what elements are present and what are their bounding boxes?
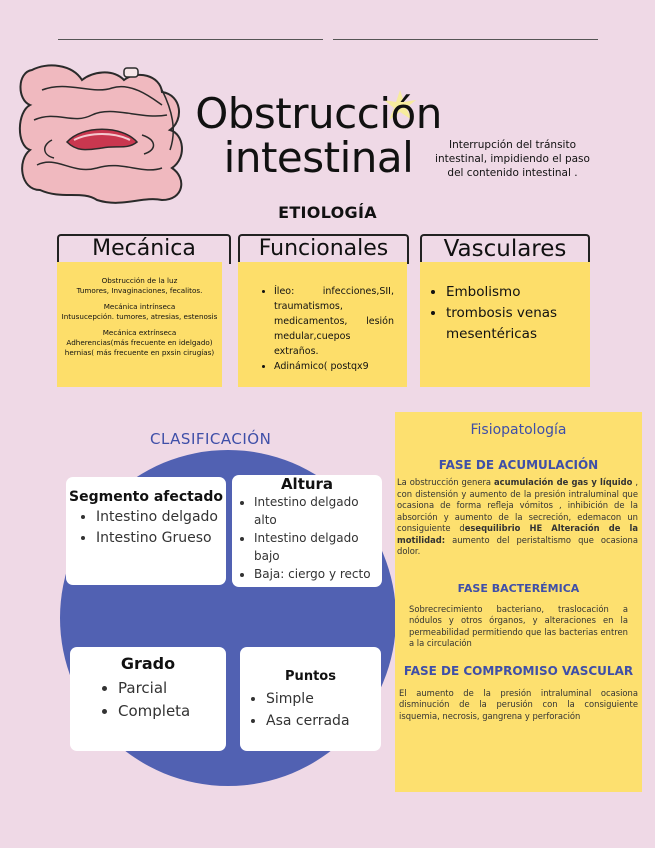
vasculares-item-2: • trombosis venas mesentéricas xyxy=(446,303,571,345)
altura-item-1: • Intestino delgado alto xyxy=(254,493,366,529)
mecanica-block-2 xyxy=(57,302,222,322)
mecanica-block-1 xyxy=(57,276,222,296)
segmento-list xyxy=(66,507,226,549)
fase-acumulacion-b2: esequilibrio HE Alteración de la motilidad: xyxy=(397,523,638,545)
grado-title: Grado xyxy=(120,654,176,673)
segmento-title: Segmento afectado xyxy=(69,489,223,505)
mecanica-block-1-text: Tumores, Invaginaciones, fecalitos. xyxy=(76,286,203,295)
fase-acumulacion-b1: acumulación de gas y líquido xyxy=(494,477,633,487)
fase-compromiso-vascular-title: FASE DE COMPROMISO VASCULAR xyxy=(403,663,634,678)
mecanica-block-3 xyxy=(57,328,222,358)
funcionales-box xyxy=(238,262,407,387)
mecanica-block-2-text: Intusucepción. tumores, atresias, estenosis xyxy=(61,312,218,321)
altura-item-3: • Baja: ciergo y recto xyxy=(254,565,379,583)
intestine-illustration-icon xyxy=(12,50,192,210)
vasculares-list xyxy=(420,262,571,345)
grado-item-1: • Parcial xyxy=(118,677,226,700)
fisiopatologia-panel xyxy=(395,412,642,792)
puntos-list xyxy=(240,688,381,732)
funcionales-header: Funcionales xyxy=(238,234,409,264)
altura-card xyxy=(232,475,382,587)
vasculares-header: Vasculares xyxy=(420,234,590,264)
fase-acumulacion-t1: La obstrucción genera xyxy=(397,477,495,487)
altura-list xyxy=(232,493,371,583)
fase-acumulacion-t3: aumento del peristaltismo que ocasiona dolor. xyxy=(397,534,638,556)
mecanica-header: Mecánica xyxy=(57,234,231,264)
fase-compromiso-vascular-text: El aumento de la presión intraluminal ocasiona disminución de la perusión con la consiguiente isquemia, necrosis, gangrena y perforación xyxy=(399,687,638,721)
funcionales-list xyxy=(238,262,394,374)
fase-bacteremica-text: Sobrecrecimiento bacteriano, traslocación a nódulos y otros órganos, y alteraciones en la permeabilidad permitiendo que las bacterias entren a la circulación xyxy=(409,603,628,648)
definition-text: Interrupción del tránsito intestinal, impidiendo el paso del contenido intestinal . xyxy=(435,139,590,179)
title-line-2: intestinal xyxy=(223,133,414,182)
grado-list xyxy=(70,677,226,723)
page-title xyxy=(186,89,451,182)
grado-card xyxy=(70,647,226,751)
segmento-item-1: • Intestino delgado xyxy=(96,507,226,528)
fase-bacteremica-title: FASE BACTERÉMICA xyxy=(457,581,580,595)
grado-item-2: • Completa xyxy=(118,700,226,723)
segmento-item-2: • Intestino Grueso xyxy=(96,528,226,549)
vasculares-item-1: • Embolismo xyxy=(446,282,571,303)
funcionales-item-1: • Íleo: infecciones,SII, traumatismos, medicamentos, lesión medular,cuepos extraños. xyxy=(274,284,394,359)
puntos-card xyxy=(240,647,381,751)
mecanica-block-2-heading: Mecánica intrínseca xyxy=(103,302,176,311)
altura-item-2: • Intestino delgado bajo xyxy=(254,529,366,565)
puntos-item-2: • Asa cerrada xyxy=(266,710,381,732)
fisiopatologia-title: Fisiopatología xyxy=(470,422,567,438)
top-rule-right xyxy=(333,39,598,40)
fase-acumulacion-title: FASE DE ACUMULACIÓN xyxy=(438,458,599,472)
etiologia-heading: ETIOLOGÍA xyxy=(278,203,377,222)
puntos-item-1: • Simple xyxy=(266,688,381,710)
clasificacion-heading: CLASIFICACIÓN xyxy=(150,430,272,448)
funcionales-item-2: • Adinámico( postqx9 xyxy=(274,359,394,374)
altura-title: Altura xyxy=(280,475,334,493)
fase-acumulacion-text xyxy=(397,477,638,558)
mecanica-block-1-heading: Obstrucción de la luz xyxy=(101,276,178,285)
vasculares-box xyxy=(420,262,590,387)
segmento-card xyxy=(66,477,226,585)
mecanica-block-3-text: Adherencias(más frecuente en idelgado) hernias( más frecuente en pxsin cirugías) xyxy=(64,338,215,357)
mecanica-block-3-heading: Mecánica extrínseca xyxy=(102,328,177,337)
fase-acumulacion-t2: , con distensión y aumento de la presión intraluminal que ocasiona de forma refleja vómitos , inhibición de la absorción y aumento de la secreción, edemacon un consiguiente d xyxy=(397,477,638,533)
title-line-1: Obstrucción xyxy=(195,89,442,138)
top-rule-left xyxy=(58,39,323,40)
puntos-title: Puntos xyxy=(285,669,336,684)
mecanica-box xyxy=(57,262,222,387)
